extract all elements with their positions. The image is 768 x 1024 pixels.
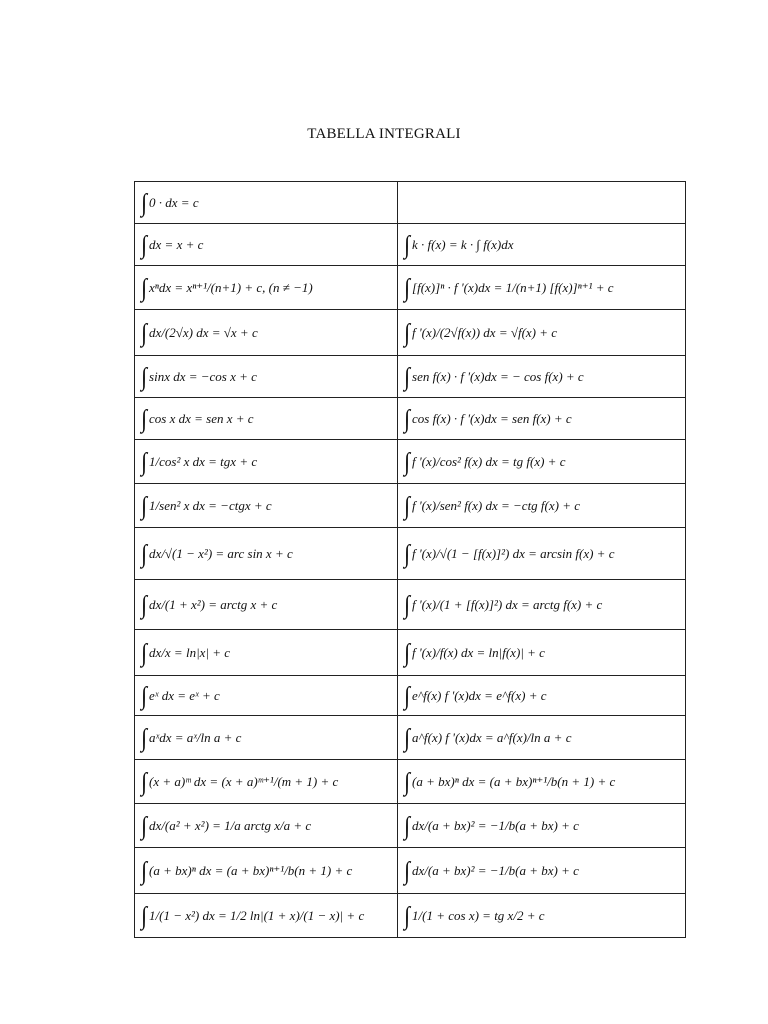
formula-cell-right xyxy=(398,676,686,716)
table-row xyxy=(135,398,686,440)
formula-cell-right xyxy=(398,266,686,310)
formula-cell-left xyxy=(135,630,398,676)
table-row xyxy=(135,716,686,760)
formula-cell-right xyxy=(398,356,686,398)
integral-sign: ∫ xyxy=(141,680,148,710)
table-row xyxy=(135,266,686,310)
formula-cell-left xyxy=(135,356,398,398)
formula-cell-left xyxy=(135,398,398,440)
formula-cell-left xyxy=(135,676,398,716)
formula-text: eˣ dx = eˣ + c xyxy=(149,687,220,703)
integral-sign: ∫ xyxy=(404,589,411,619)
formula-text: f '(x)/√(1 − [f(x)]²) dx = arcsin f(x) + c xyxy=(412,545,615,561)
formula-text: f '(x)/sen² f(x) dx = −ctg f(x) + c xyxy=(412,497,581,513)
formula-cell-left xyxy=(135,440,398,484)
integral-sign: ∫ xyxy=(404,900,411,930)
table-row xyxy=(135,182,686,224)
table-row xyxy=(135,440,686,484)
integral-sign: ∫ xyxy=(141,317,148,347)
formula-cell-right xyxy=(398,310,686,356)
formula-text: dx = x + c xyxy=(149,236,204,252)
formula-text: dx/(a + bx)² = −1/b(a + bx) + c xyxy=(412,862,579,878)
table-row xyxy=(135,580,686,630)
formula-cell-left xyxy=(135,528,398,580)
integral-sign: ∫ xyxy=(141,855,148,885)
integral-sign: ∫ xyxy=(141,446,148,476)
formula-text: 1/sen² x dx = −ctgx + c xyxy=(149,497,272,513)
integral-sign: ∫ xyxy=(404,637,411,667)
table-row xyxy=(135,676,686,716)
table-row xyxy=(135,528,686,580)
formula-cell-left xyxy=(135,804,398,848)
integrals-table xyxy=(134,181,686,938)
formula-text: sinx dx = −cos x + c xyxy=(149,368,257,384)
formula-cell-right xyxy=(398,580,686,630)
integral-sign: ∫ xyxy=(141,403,148,433)
formula-text: [f(x)]ⁿ · f '(x)dx = 1/(n+1) [f(x)]ⁿ⁺¹ + c xyxy=(412,279,614,295)
formula-text: dx/x = ln|x| + c xyxy=(149,644,231,660)
formula-text: sen f(x) · f '(x)dx = − cos f(x) + c xyxy=(412,368,584,384)
formula-text: e^f(x) f '(x)dx = e^f(x) + c xyxy=(412,687,547,703)
integral-sign: ∫ xyxy=(141,900,148,930)
integral-sign: ∫ xyxy=(404,855,411,885)
formula-cell-right xyxy=(398,398,686,440)
formula-text: f '(x)/(1 + [f(x)]²) dx = arctg f(x) + c xyxy=(412,596,603,612)
integral-sign: ∫ xyxy=(141,187,148,217)
formula-cell-left xyxy=(135,224,398,266)
formula-cell-right xyxy=(398,630,686,676)
formula-text: xⁿdx = xⁿ⁺¹/(n+1) + c, (n ≠ −1) xyxy=(149,279,313,295)
formula-cell-right xyxy=(398,804,686,848)
formula-text: 1/(1 + cos x) = tg x/2 + c xyxy=(412,907,545,923)
formula-text: 1/cos² x dx = tgx + c xyxy=(149,453,258,469)
integral-sign: ∫ xyxy=(141,722,148,752)
integral-sign: ∫ xyxy=(141,810,148,840)
integral-sign: ∫ xyxy=(404,272,411,302)
formula-cell-right xyxy=(398,182,686,224)
integral-sign: ∫ xyxy=(404,361,411,391)
formula-text: 0 · dx = c xyxy=(149,194,199,210)
integral-sign: ∫ xyxy=(404,490,411,520)
formula-text: k · f(x) = k · ∫ f(x)dx xyxy=(412,236,514,252)
table-row xyxy=(135,310,686,356)
integral-sign: ∫ xyxy=(404,229,411,259)
formula-text: cos f(x) · f '(x)dx = sen f(x) + c xyxy=(412,410,572,426)
integral-sign: ∫ xyxy=(404,446,411,476)
integral-sign: ∫ xyxy=(404,680,411,710)
integral-sign: ∫ xyxy=(404,403,411,433)
formula-cell-right xyxy=(398,848,686,894)
integral-sign: ∫ xyxy=(141,229,148,259)
integral-sign: ∫ xyxy=(404,538,411,568)
integral-sign: ∫ xyxy=(404,317,411,347)
table-row xyxy=(135,760,686,804)
formula-text: dx/√(1 − x²) = arc sin x + c xyxy=(149,545,293,561)
integral-sign: ∫ xyxy=(141,637,148,667)
formula-text: cos x dx = sen x + c xyxy=(149,410,254,426)
table-row xyxy=(135,804,686,848)
table-row xyxy=(135,894,686,938)
formula-cell-right xyxy=(398,894,686,938)
formula-text: (x + a)ᵐ dx = (x + a)ᵐ⁺¹/(m + 1) + c xyxy=(149,773,339,789)
formula-cell-left xyxy=(135,894,398,938)
formula-cell-left xyxy=(135,760,398,804)
formula-cell-left xyxy=(135,580,398,630)
integral-sign: ∫ xyxy=(404,766,411,796)
formula-cell-left xyxy=(135,848,398,894)
integral-sign: ∫ xyxy=(141,361,148,391)
table-row xyxy=(135,224,686,266)
table-row xyxy=(135,848,686,894)
formula-text: aˣdx = aˣ/ln a + c xyxy=(149,729,242,745)
formula-cell-right xyxy=(398,760,686,804)
table-row xyxy=(135,356,686,398)
integral-sign: ∫ xyxy=(141,589,148,619)
integral-sign: ∫ xyxy=(404,810,411,840)
integral-sign: ∫ xyxy=(141,490,148,520)
formula-cell-left xyxy=(135,484,398,528)
formula-text: a^f(x) f '(x)dx = a^f(x)/ln a + c xyxy=(412,729,572,745)
formula-text: f '(x)/cos² f(x) dx = tg f(x) + c xyxy=(412,453,566,469)
integral-sign: ∫ xyxy=(141,272,148,302)
table-row xyxy=(135,630,686,676)
formula-cell-left xyxy=(135,310,398,356)
integral-sign: ∫ xyxy=(141,538,148,568)
formula-cell-left xyxy=(135,266,398,310)
formula-cell-right xyxy=(398,716,686,760)
formula-cell-right xyxy=(398,224,686,266)
formula-text: f '(x)/f(x) dx = ln|f(x)| + c xyxy=(412,644,545,660)
formula-text: f '(x)/(2√f(x)) dx = √f(x) + c xyxy=(412,324,558,340)
formula-text: dx/(a + bx)² = −1/b(a + bx) + c xyxy=(412,817,579,833)
formula-cell-right xyxy=(398,440,686,484)
table-row xyxy=(135,484,686,528)
integral-sign: ∫ xyxy=(404,722,411,752)
formula-text: 1/(1 − x²) dx = 1/2 ln|(1 + x)/(1 − x)| + c xyxy=(149,907,365,923)
formula-text: (a + bx)ⁿ dx = (a + bx)ⁿ⁺¹/b(n + 1) + c xyxy=(412,773,616,789)
formula-cell-right xyxy=(398,484,686,528)
formula-text: dx/(2√x) dx = √x + c xyxy=(149,324,258,340)
page-title: TABELLA INTEGRALI xyxy=(307,126,461,142)
formula-cell-right xyxy=(398,528,686,580)
formula-text: dx/(1 + x²) = arctg x + c xyxy=(149,596,278,612)
formula-cell-left xyxy=(135,182,398,224)
formula-text: (a + bx)ⁿ dx = (a + bx)ⁿ⁺¹/b(n + 1) + c xyxy=(149,862,353,878)
integral-sign: ∫ xyxy=(141,766,148,796)
formula-text: dx/(a² + x²) = 1/a arctg x/a + c xyxy=(149,817,312,833)
formula-cell-left xyxy=(135,716,398,760)
